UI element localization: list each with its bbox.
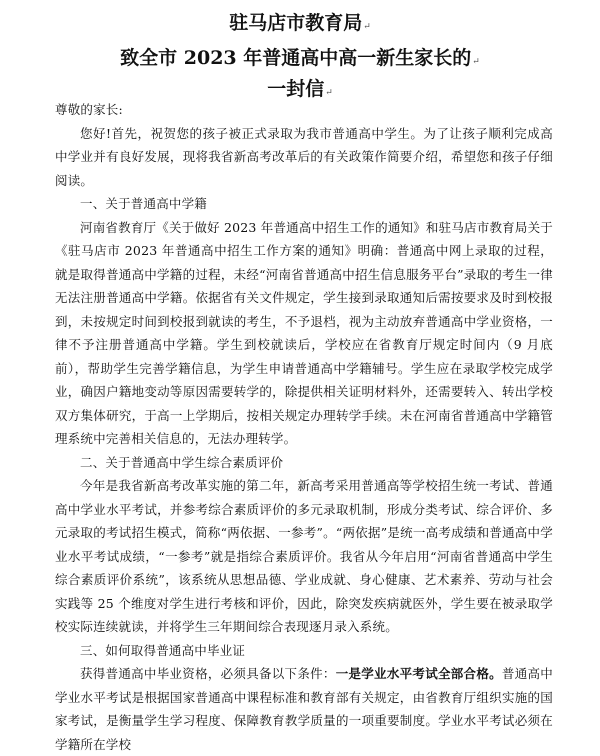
section2-heading: 二、关于普通高中学生综合素质评价 [80, 454, 284, 470]
section3-heading: 三、如何取得普通高中毕业证 [80, 642, 246, 658]
title-line1-text: 致全市 2023 年普通高中高一新生家长的 [120, 47, 472, 69]
greeting: 尊敬的家长: [55, 102, 123, 117]
title-line2-text: 一封信 [267, 78, 325, 100]
letter-body [55, 98, 553, 756]
section3-text-c: 普通高中学业水平考试是根据国家普通高中课程标准和教育部有关规定，由省教育厅组织实施的国家考试，是衡量学生学习程度、保障教育教学质量的一项重要制度。学业水平考试必须在学籍所在学校 [55, 666, 553, 752]
intro-paragraph: 您好!首先，祝贺您的孩子被正式录取为我市普通高中学生。为了让孩子顺利完成高中学业并有良好发展，现将我省新高考改革后的有关政策作简要介绍，希望您和孩子仔细阅读。 [55, 125, 553, 188]
paragraph-mark: ↵ [472, 57, 480, 67]
letter-title-line1 [0, 43, 600, 70]
paragraph-mark: ↵ [363, 22, 371, 32]
section3-paragraph [55, 662, 553, 756]
section3-emphasis: 一是学业水平考试全部合格。 [335, 666, 502, 681]
letter-title-line2 [0, 74, 600, 101]
section2-paragraph: 今年是我省新高考改革实施的第二年，新高考采用普通高等学校招生统一考试、普通高中学业水平考试，并参考综合素质评价的多元录取机制，形成分类考试、综合评价、多元录取的考试招生模式，简称“两依据、一参考”。“两依据”是统一高考成绩和普通高中学业水平考试成绩，“一参考”就是指综合素质评价。我省从今年启用“河南省普通高中学生综合素质评价系统”，该系统从思想品德、学业成就、身心健康、艺术素养、劳动与社会实践等 25 个维度对学生进行考核和评价，因此，除突发疾病就医外，学生要在被录取学校实际连续就读，并将学生三年期间综合表现逐月录入系统。 [55, 478, 553, 634]
section1-heading: 一、关于普通高中学籍 [80, 196, 208, 211]
section3-text-a: 获得普通高中毕业资格，必须具备以下条件： [80, 666, 336, 681]
paragraph-mark: ↵ [325, 88, 333, 98]
issuer-title [0, 8, 600, 35]
section1-paragraph: 河南省教育厅《关于做好 2023 年普通高中招生工作的通知》和驻马店市教育局关于《驻马店市 2023 年普通高中招生工作方案的通知》明确：普通高中网上录取的过程，就是取得普通高中学籍的过程，未经“河南省普通高中招生信息服务平台”录取的考生一律无法注册普通高中学籍。依据省有关文件规定，学生接到录取通知后需按要求及时到校报到，未按规定时间到校报到就读的考生，不予退档，视为主动放弃普通高中学业资格，一律不予注册普通高中学籍。学生到校就读后，学校应在省教育厅规定时间内（9 月底前），帮助学生完善学籍信息，为学生申请普通高中学籍辅号。学生应在录取学校完成学业，确因户籍地变动等原因需要转学的，除提供相关证明材料外，还需要转入、转出学校双方集体研究，于高一上学期后，按相关规定办理转学手续。未在河南省普通高中学籍管理系统中完善相关信息的，无法办理转学。 [55, 219, 553, 446]
issuer-text: 驻马店市教育局 [229, 12, 363, 34]
